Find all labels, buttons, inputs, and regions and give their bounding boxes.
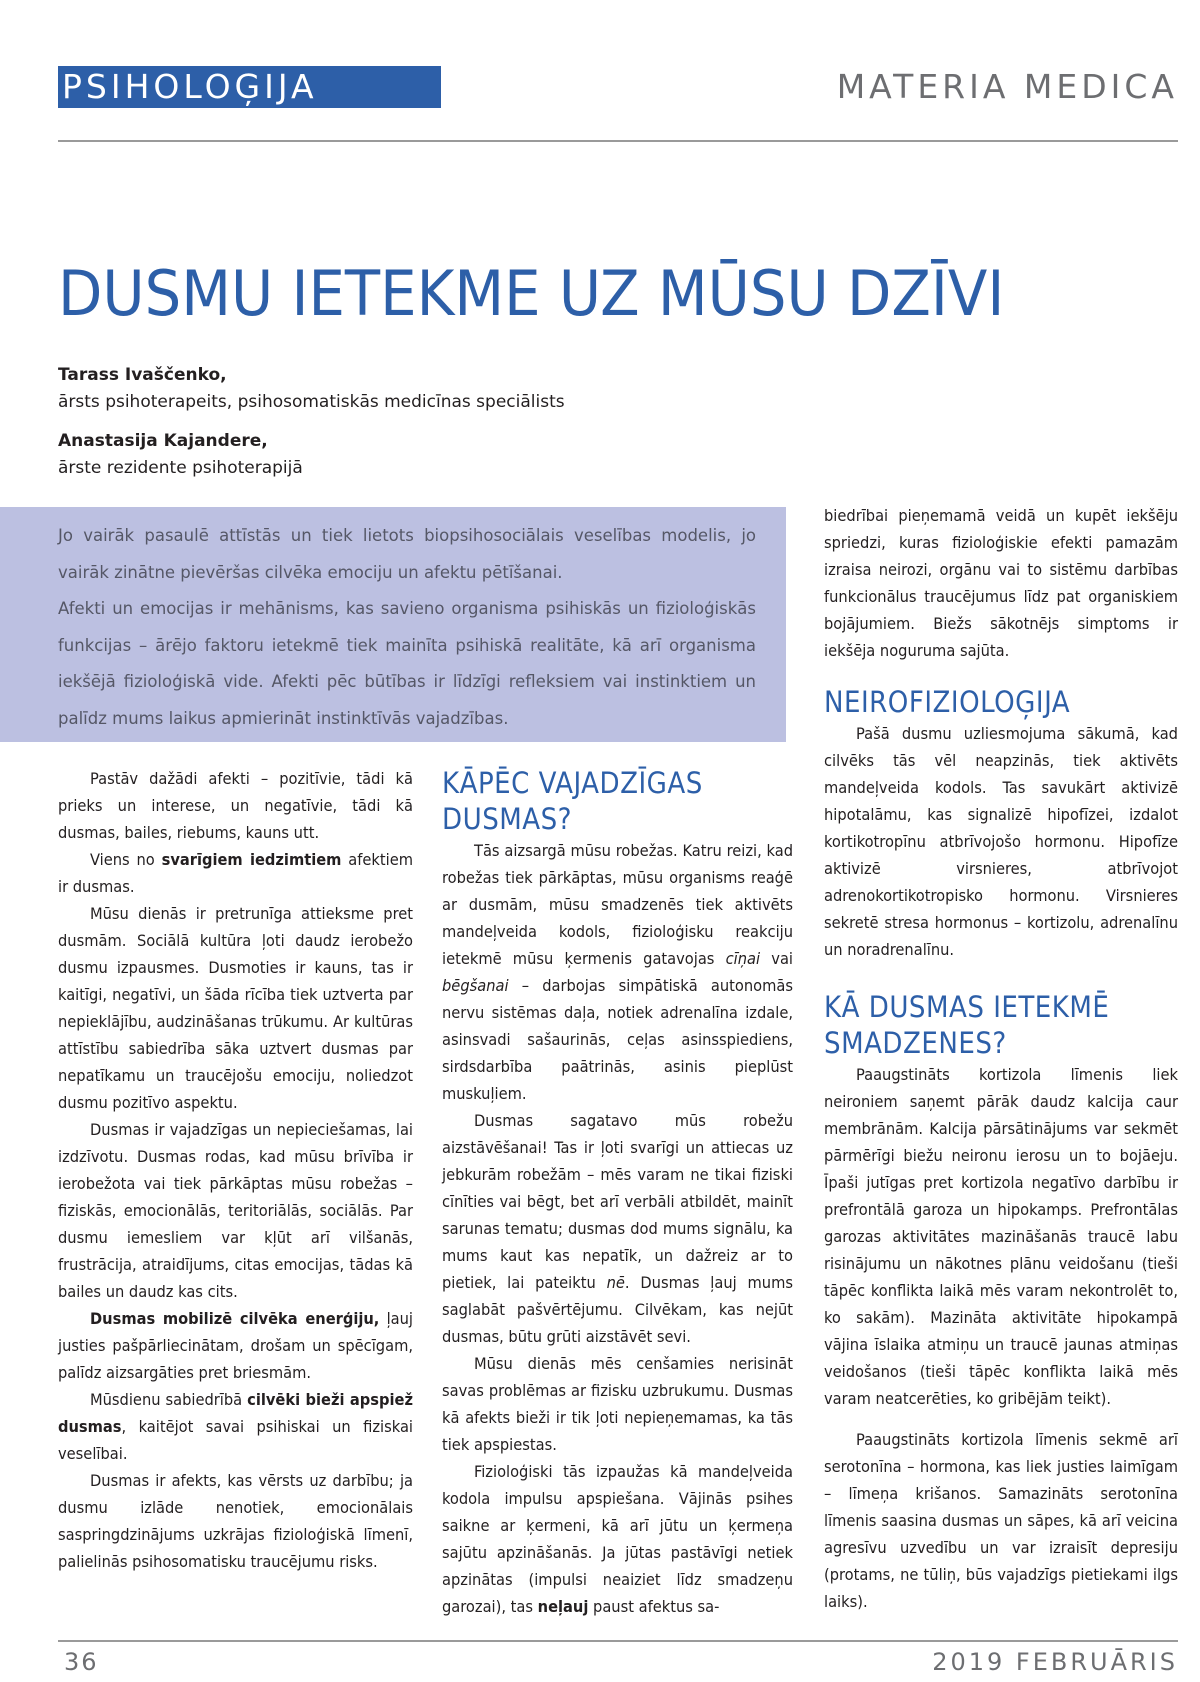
lead-box: [0, 507, 786, 742]
text-column-1: [58, 765, 413, 1575]
paragraph: Dusmas sagatavo mūs robežu aizstāvēšanai! Tas ir ļoti svarīgi un attiecas uz jebkurām robežām – mēs varam ne tikai fiziski cīnīties vai bēgt, bet arī verbāli atbildēt, mainīt sarunas tematu; dusmas dod mums signālu, ka mums kaut kas nepatīk, un dažreiz ar to pietiek, lai pateiktu nē. Dusmas ļauj mums saglabāt pašvērtējumu. Cilvēkam, kas nejūt dusmas, būtu grūti aizstāvēt sevi.: [442, 1111, 793, 1346]
header-divider: [58, 140, 1178, 142]
paragraph: Dusmas ir afekts, kas vērsts uz darbību; ja dusmu izlāde nenotiek, emocionālais saspringdzinājums uzkrājas fizioloģiskā līmenī, palielinās psihosomatisku traucējumu risks.: [58, 1471, 413, 1571]
paragraph: Fizioloģiski tās izpaužas kā mandeļveida kodola impulsu apspiešana. Vājinās psihes saikne ar ķermeni, kā arī jūtu un ķermeņa sajūtu apzināšanās. Ja jūtas pastāvīgi netiek apzinātas (impulsi neaiziet līdz smadzeņu garozai), tas neļauj paust afektus sa-: [442, 1462, 793, 1616]
paragraph: Paaugstināts kortizola līmenis sekmē arī serotonīna – hormona, kas liek justies laimīgam – līmeņa krišanos. Samazināts serotonīna līmenis saasina dusmas un sāpes, kā arī veicina agresīvu uzvedību un var izraisīt depresiju (protams, ne tūliņ, būs vajadzīgs pietiekami ilgs laiks).: [824, 1430, 1178, 1611]
magazine-name: MATERIA MEDICA: [836, 67, 1178, 106]
paragraph: Dusmas mobilizē cilvēka enerģiju, ļauj justies pašpārliecinātam, drošam un spēcīgam, palīdz aizsargāties pret briesmām.: [58, 1309, 413, 1382]
text-column-3: [824, 502, 1178, 1615]
author-name: Tarass Ivaščenko,: [58, 365, 227, 385]
paragraph: Mūsdienu sabiedrībā cilvēki bieži apspiež dusmas, kaitējot savai psihiskai un fiziskai veselībai.: [58, 1390, 413, 1463]
author-role: ārsts psihoterapeits, psihosomatiskās medicīnas speciālists: [58, 392, 565, 412]
author-block: [58, 362, 758, 494]
bold-phrase: Dusmas mobilizē cilvēka enerģiju,: [90, 1309, 380, 1328]
page-number: 36: [64, 1648, 99, 1676]
bold-phrase: neļauj: [537, 1597, 589, 1616]
section-heading: KĀPĒC VAJADZĪGAS DUSMAS?: [442, 766, 703, 836]
section-heading: KĀ DUSMAS IETEKMĒ SMADZENES?: [824, 990, 1110, 1060]
author-role: ārste rezidente psihoterapijā: [58, 458, 303, 478]
article-title: DUSMU IETEKME UZ MŪSU DZĪVI: [58, 257, 1005, 330]
paragraph: Dusmas ir vajadzīgas un nepieciešamas, lai izdzīvotu. Dusmas rodas, kad mūsu brīvība ir ierobežota vai tiek pārkāptas mūsu robežas – fiziskās, emocionālās, teritoriālās, sociālās. Par dusmu iemesliem var kļūt arī vilšanās, frustrācija, atraidījums, citas emocijas, tādas kā bailes un daudz kas cits.: [58, 1120, 413, 1301]
section-heading: NEIROFIZIOLOĢIJA: [824, 685, 1071, 719]
footer-divider: [58, 1640, 1178, 1642]
bold-phrase: cilvēki bieži apspiež dusmas: [58, 1390, 413, 1436]
paragraph: Viens no svarīgiem iedzimtiem afektiem ir dusmas.: [58, 850, 413, 896]
lead-paragraph: Afekti un emocijas ir mehānisms, kas savieno organisma psihiskās un fizioloģiskās funkcijas – ārējo faktoru ietekmē tiek mainīta psihiskā realitāte, kā arī organisma iekšējā fizioloģiskā vide. Afekti pēc būtības ir līdzīgi refleksiem vai instinktiem un palīdz mums laikus apmierināt instinktīvās vajadzības.: [58, 599, 756, 728]
bold-phrase: svarīgiem iedzimtiem: [161, 850, 342, 869]
section-label: PSIHOLOĢIJA: [58, 66, 441, 108]
paragraph: biedrībai pieņemamā veidā un kupēt iekšēju spriedzi, kuras fizioloģiskie efekti pamazām izraisa neirozi, orgānu vai to sistēmu darbības funkcionālus traucējumus līdz pat organiskiem bojājumiem. Biežs sākotnējs simptoms ir iekšēja noguruma sajūta.: [824, 506, 1178, 660]
paragraph: Tās aizsargā mūsu robežas. Katru reizi, kad robežas tiek pārkāptas, mūsu organisms reaģē ar dusmām, mūsu smadzenēs tiek aktivēts mandeļveida kodols, fizioloģisku reakciju ietekmē mūsu ķermenis gatavojas cīņai vai bēgšanai – darbojas simpātiskā autonomās nervu sistēmas daļa, notiek adrenalīna izdale, asinsvadi sašaurinās, ceļas asinsspiediens, sirdsdarbība paātrinās, asinis pieplūst muskuļiem.: [442, 841, 793, 1103]
issue-date: 2019 FEBRUĀRIS: [932, 1648, 1178, 1676]
text-column-2: [442, 765, 793, 1620]
paragraph: Mūsu dienās ir pretrunīga attieksme pret dusmām. Sociālā kultūra ļoti daudz ierobežo dusmu izpausmes. Dusmoties ir kauns, tas ir kaitīgi, negatīvi, un šāda rīcība tiek uztverta par nepieklājību, audzināšanas trūkumu. Ar kultūras attīstību sabiedrība sāka uztvert dusmas par nepatīkamu un traucējošu emociju, noliedzot dusmu pozitīvo aspektu.: [58, 904, 413, 1112]
paragraph: Pašā dusmu uzliesmojuma sākumā, kad cilvēks tās vēl neapzinās, tiek aktivēts mandeļveida kodols. Tas savukārt aktivizē hipotalāmu, kas signalizē hipofīzei, izdalot kortikotropīnu atbrīvojošo hormonu. Hipofīze aktivizē virsnieres, atbrīvojot adrenokortikotropisko hormonu. Virsnieres sekretē stresa hormonus – kortizolu, adrenalīnu un noradrenalīnu.: [824, 724, 1178, 959]
paragraph: Mūsu dienās mēs cenšamies nerisināt savas problēmas ar fizisku uzbrukumu. Dusmas kā afekts bieži ir tik ļoti nepieņemamas, ka tās tiek apspiestas.: [442, 1354, 793, 1454]
paragraph: Pastāv dažādi afekti – pozitīvie, tādi kā prieks un interese, un negatīvie, tādi kā dusmas, bailes, riebums, kauns utt.: [58, 769, 413, 842]
author-name: Anastasija Kajandere,: [58, 431, 268, 451]
paragraph: Paaugstināts kortizola līmenis liek neironiem saņemt pārāk daudz kalcija caur membrānām. Kalcija pārsātinājums var sekmēt pārmērīgi biežu neironu ierosu un to bojāeju. Īpaši jutīgas pret kortizola negatīvo darbību ir prefrontālā garoza un hipokamps. Prefrontālas garozas aktivitātes mazināšanās traucē labu risinājumu un nākotnes plānu veidošanu (tieši tāpēc konflikta laikā mēs varam nekontrolēt to, ko sakām). Mazināta aktivitāte hipokampā vājina īslaika atmiņu un traucē jaunas atmiņas veidošanos (tieši tāpēc konflikta laikā mēs varam neatcerēties, ko gribējām teikt).: [824, 1065, 1178, 1408]
lead-paragraph: Jo vairāk pasaulē attīstās un tiek lietots biopsihosociālais veselības modelis, jo vairāk zinātne pievēršas cilvēka emociju un afektu pētīšanai.: [58, 526, 756, 582]
